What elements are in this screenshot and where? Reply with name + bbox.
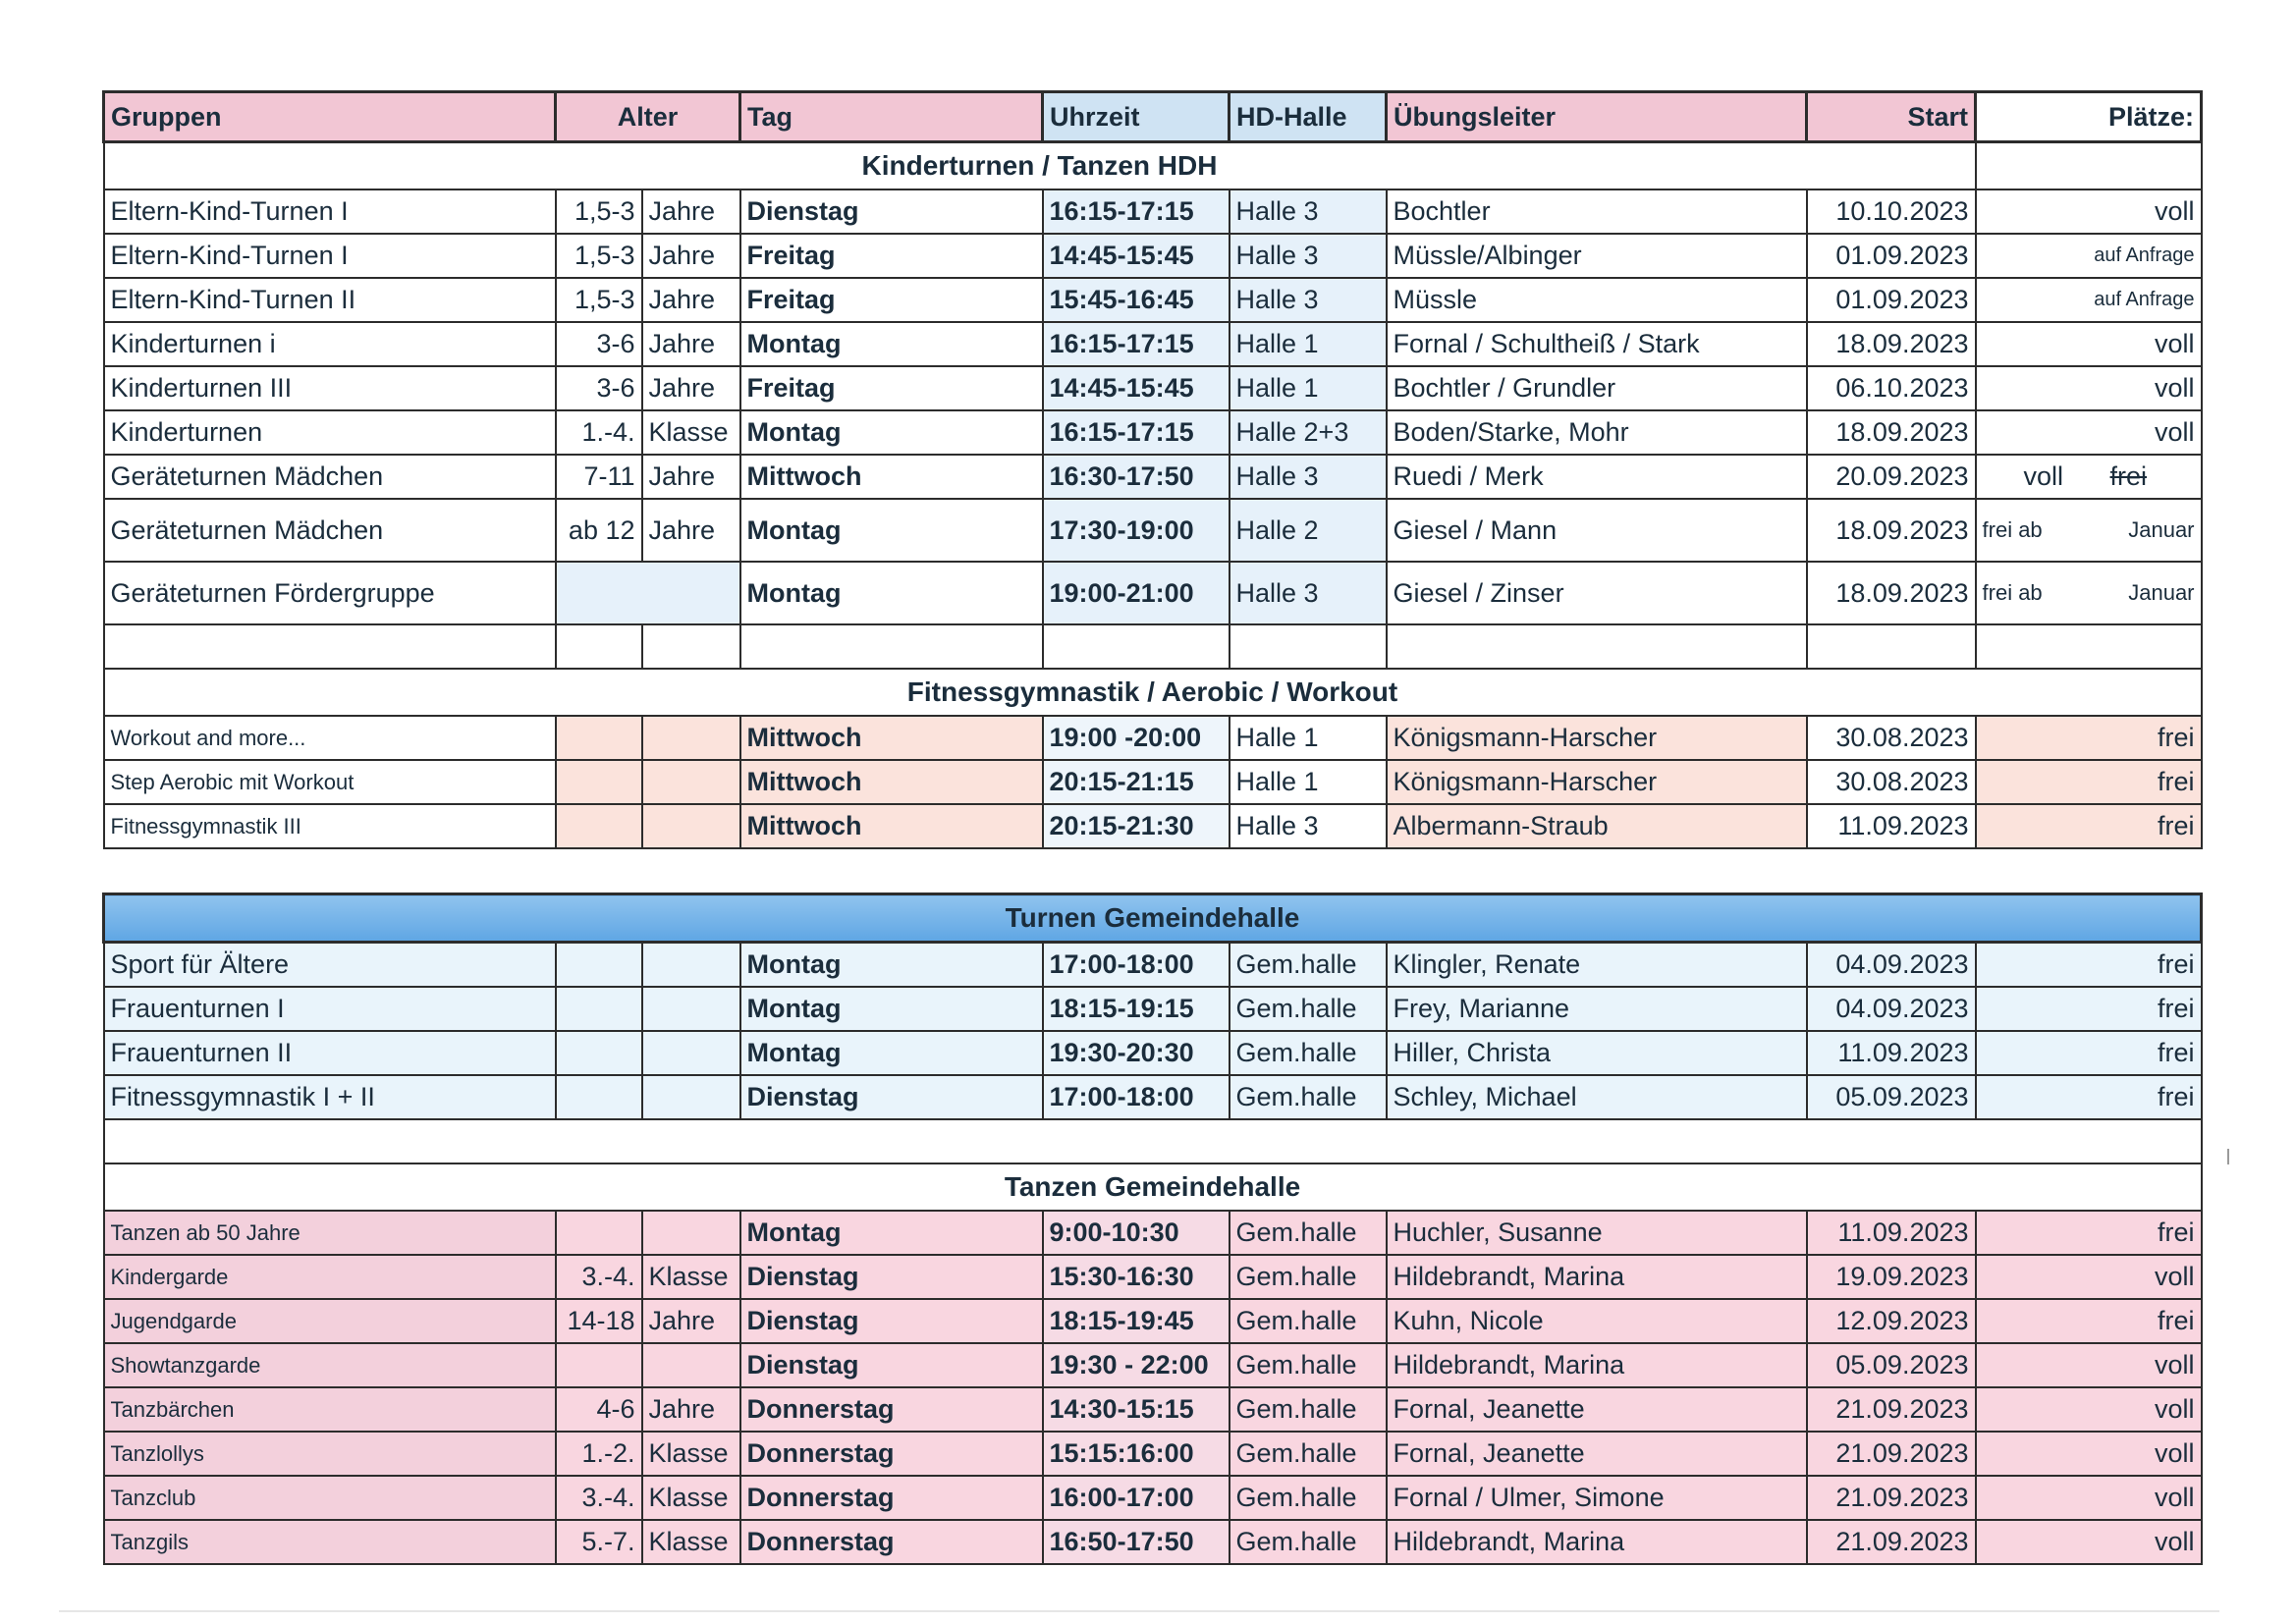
cell-start: 21.09.2023	[1807, 1476, 1976, 1520]
cell-plaetze: voll	[1976, 1476, 2202, 1520]
cell-leiter: Giesel / Mann	[1387, 499, 1807, 562]
cell-leiter: Müssle/Albinger	[1387, 234, 1807, 278]
cell-alter	[556, 943, 642, 988]
cell-alter: 4-6	[556, 1387, 642, 1432]
cell-leiter: Hiller, Christa	[1387, 1031, 1807, 1075]
cell-tag: Montag	[740, 410, 1043, 455]
cell-start: 21.09.2023	[1807, 1432, 1976, 1476]
cell-gruppe: Kinderturnen III	[104, 366, 556, 410]
cell-start: 18.09.2023	[1807, 410, 1976, 455]
table-row	[104, 366, 2202, 410]
plaetze-status: voll	[2023, 461, 2064, 491]
cell-leiter: Königsmann-Harscher	[1387, 716, 1807, 760]
cell-zeit: 20:15-21:30	[1043, 804, 1230, 848]
cell-plaetze: voll	[1976, 1387, 2202, 1432]
cell-tag: Dienstag	[740, 189, 1043, 234]
cell-alter	[556, 1031, 642, 1075]
cell-tag: Montag	[740, 943, 1043, 988]
cell-plaetze: frei	[1976, 987, 2202, 1031]
table-row	[104, 1520, 2202, 1564]
schedule-table	[102, 90, 2203, 1565]
cell-alter: 1,5-3	[556, 189, 642, 234]
cell-plaetze: frei	[1976, 943, 2202, 988]
cell-halle: Gem.halle	[1230, 1432, 1387, 1476]
cell-gruppe: Geräteturnen Mädchen	[104, 499, 556, 562]
cell-plaetze	[1976, 562, 2202, 624]
cell-einheit: Jahre	[642, 455, 740, 499]
cell-tag: Mittwoch	[740, 455, 1043, 499]
page-edge-line	[59, 1610, 2219, 1612]
cell-einheit: Klasse	[642, 1432, 740, 1476]
cell-zeit: 17:30-19:00	[1043, 499, 1230, 562]
section-title: Fitnessgymnastik / Aerobic / Workout	[104, 669, 2202, 716]
cell-einheit: Jahre	[642, 366, 740, 410]
cell-gruppe: Tanzclub	[104, 1476, 556, 1520]
table-row	[104, 804, 2202, 848]
cell-zeit: 9:00-10:30	[1043, 1211, 1230, 1255]
section-kinder	[104, 142, 2202, 190]
cell-start: 05.09.2023	[1807, 1075, 1976, 1119]
section-tanzen	[104, 1163, 2202, 1211]
cell-einheit	[642, 1343, 740, 1387]
cell-gruppe: Geräteturnen Fördergruppe	[104, 562, 556, 624]
cell-tag: Freitag	[740, 278, 1043, 322]
cell-alter: 3.-4.	[556, 1476, 642, 1520]
cell-plaetze: voll	[1976, 1343, 2202, 1387]
tanzen-rows	[104, 1211, 2202, 1564]
cell-tag: Montag	[740, 562, 1043, 624]
cell-einheit	[642, 804, 740, 848]
table-row	[104, 1255, 2202, 1299]
cell-halle: Gem.halle	[1230, 1211, 1387, 1255]
cell-start: 21.09.2023	[1807, 1387, 1976, 1432]
cell-zeit: 18:15-19:45	[1043, 1299, 1230, 1343]
cell-plaetze: frei	[1976, 1075, 2202, 1119]
cell-plaetze: voll	[1976, 1432, 2202, 1476]
cell-alter	[556, 1343, 642, 1387]
cell-gruppe: Tanzen ab 50 Jahre	[104, 1211, 556, 1255]
cell-tag: Freitag	[740, 234, 1043, 278]
cell-alter: 1,5-3	[556, 278, 642, 322]
header-tag: Tag	[740, 92, 1043, 142]
header-leiter: Übungsleiter	[1387, 92, 1807, 142]
cell-leiter: Huchler, Susanne	[1387, 1211, 1807, 1255]
cell-alter: 1.-4.	[556, 410, 642, 455]
cell-alter	[556, 987, 642, 1031]
cell-leiter: Fornal, Jeanette	[1387, 1387, 1807, 1432]
cell-zeit: 16:50-17:50	[1043, 1520, 1230, 1564]
table-row	[104, 760, 2202, 804]
fitness-rows	[104, 716, 2202, 848]
table-row	[104, 499, 2202, 562]
cell-halle: Gem.halle	[1230, 1031, 1387, 1075]
cell-alter: 1,5-3	[556, 234, 642, 278]
cell-halle: Halle 1	[1230, 322, 1387, 366]
cell-alter	[556, 804, 642, 848]
cell-leiter: Kuhn, Nicole	[1387, 1299, 1807, 1343]
cell-einheit: Klasse	[642, 1255, 740, 1299]
cell-tag: Dienstag	[740, 1255, 1043, 1299]
cell-tag: Montag	[740, 1031, 1043, 1075]
cell-halle: Halle 3	[1230, 804, 1387, 848]
cell-zeit: 19:00 -20:00	[1043, 716, 1230, 760]
cell-gruppe: Fitnessgymnastik III	[104, 804, 556, 848]
cell-plaetze: auf Anfrage	[1976, 234, 2202, 278]
cell-alter	[556, 1075, 642, 1119]
cell-tag: Montag	[740, 499, 1043, 562]
cell-einheit: Klasse	[642, 1520, 740, 1564]
cell-zeit: 19:30 - 22:00	[1043, 1343, 1230, 1387]
cell-plaetze: voll	[1976, 410, 2202, 455]
table-row	[104, 455, 2202, 499]
cell-leiter: Schley, Michael	[1387, 1075, 1807, 1119]
cell-einheit: Jahre	[642, 322, 740, 366]
cell-plaetze: voll	[1976, 189, 2202, 234]
cell-plaetze: voll	[1976, 1520, 2202, 1564]
cell-tag: Donnerstag	[740, 1387, 1043, 1432]
cell-zeit: 16:15-17:15	[1043, 410, 1230, 455]
plaetze-b: Januar	[2128, 580, 2195, 605]
cell-alter: 1.-2.	[556, 1432, 642, 1476]
cell-gruppe: Showtanzgarde	[104, 1343, 556, 1387]
cell-zeit: 15:15:16:00	[1043, 1432, 1230, 1476]
cell-tag: Freitag	[740, 366, 1043, 410]
cell-leiter: Königsmann-Harscher	[1387, 760, 1807, 804]
cell-leiter: Frey, Marianne	[1387, 987, 1807, 1031]
cell-halle: Halle 1	[1230, 366, 1387, 410]
cell-einheit: Jahre	[642, 499, 740, 562]
cell-leiter: Bochtler / Grundler	[1387, 366, 1807, 410]
cell-halle: Halle 3	[1230, 562, 1387, 624]
cell-leiter: Klingler, Renate	[1387, 943, 1807, 988]
cell-leiter: Albermann-Straub	[1387, 804, 1807, 848]
table-row	[104, 562, 2202, 624]
table-row	[104, 1075, 2202, 1119]
cell-halle: Gem.halle	[1230, 1255, 1387, 1299]
cell-einheit: Jahre	[642, 189, 740, 234]
cell-alter: 3.-4.	[556, 1255, 642, 1299]
cell-leiter: Hildebrandt, Marina	[1387, 1255, 1807, 1299]
cell-einheit: Jahre	[642, 1387, 740, 1432]
cell-plaetze: frei	[1976, 1031, 2202, 1075]
cell-start: 19.09.2023	[1807, 1255, 1976, 1299]
cell-start: 04.09.2023	[1807, 987, 1976, 1031]
cell-leiter: Fornal / Ulmer, Simone	[1387, 1476, 1807, 1520]
section-title: Kinderturnen / Tanzen HDH	[104, 142, 1976, 190]
cell-alter: 14-18	[556, 1299, 642, 1343]
cell-halle: Gem.halle	[1230, 1075, 1387, 1119]
cell-halle: Gem.halle	[1230, 943, 1387, 988]
cell-gruppe: Jugendgarde	[104, 1299, 556, 1343]
cell-gruppe: Tanzbärchen	[104, 1387, 556, 1432]
cell-zeit: 16:15-17:15	[1043, 322, 1230, 366]
cell-halle: Gem.halle	[1230, 1343, 1387, 1387]
cell-plaetze	[1976, 455, 2202, 499]
section-gemeinde	[104, 894, 2202, 943]
cell-start: 04.09.2023	[1807, 943, 1976, 988]
cell-gruppe: Tanzgils	[104, 1520, 556, 1564]
cell-leiter: Müssle	[1387, 278, 1807, 322]
table-row	[104, 1211, 2202, 1255]
cell-start: 01.09.2023	[1807, 234, 1976, 278]
cell-alter: 5.-7.	[556, 1520, 642, 1564]
plaetze-struck: frei	[2109, 461, 2148, 491]
cell-leiter: Hildebrandt, Marina	[1387, 1343, 1807, 1387]
cell-plaetze: frei	[1976, 760, 2202, 804]
cell-alter: 7-11	[556, 455, 642, 499]
cell-start: 21.09.2023	[1807, 1520, 1976, 1564]
cell-zeit: 19:30-20:30	[1043, 1031, 1230, 1075]
cell-einheit	[642, 943, 740, 988]
cell-alter	[556, 716, 642, 760]
cell-gruppe: Frauenturnen I	[104, 987, 556, 1031]
cell-gruppe: Kinderturnen	[104, 410, 556, 455]
plaetze-a: frei ab	[1982, 517, 2043, 542]
cell-einheit: Klasse	[642, 410, 740, 455]
table-row	[104, 987, 2202, 1031]
header-halle: HD-Halle	[1230, 92, 1387, 142]
cell-start: 11.09.2023	[1807, 804, 1976, 848]
plaetze-a: frei ab	[1982, 580, 2043, 605]
cell-tag: Montag	[740, 987, 1043, 1031]
cell-zeit: 15:45-16:45	[1043, 278, 1230, 322]
cell-plaetze: frei	[1976, 1211, 2202, 1255]
cell-zeit: 14:45-15:45	[1043, 366, 1230, 410]
cell-start: 20.09.2023	[1807, 455, 1976, 499]
cell-gruppe: Eltern-Kind-Turnen I	[104, 234, 556, 278]
cell-zeit: 19:00-21:00	[1043, 562, 1230, 624]
cell-start: 01.09.2023	[1807, 278, 1976, 322]
cell-zeit: 16:15-17:15	[1043, 189, 1230, 234]
cell-tag: Mittwoch	[740, 716, 1043, 760]
cell-start: 18.09.2023	[1807, 322, 1976, 366]
cell-halle: Halle 1	[1230, 716, 1387, 760]
kinder-rows	[104, 189, 2202, 455]
cell-tag: Donnerstag	[740, 1476, 1043, 1520]
table-row	[104, 943, 2202, 988]
cell-halle: Gem.halle	[1230, 987, 1387, 1031]
cell-plaetze: frei	[1976, 804, 2202, 848]
cell-gruppe: Fitnessgymnastik I + II	[104, 1075, 556, 1119]
header-plaetze: Plätze:	[1976, 92, 2202, 142]
cell-tag: Donnerstag	[740, 1432, 1043, 1476]
cell-gruppe: Eltern-Kind-Turnen I	[104, 189, 556, 234]
cell-alter	[556, 562, 740, 624]
table-row	[104, 189, 2202, 234]
cell-gruppe: Tanzlollys	[104, 1432, 556, 1476]
cell-zeit: 16:00-17:00	[1043, 1476, 1230, 1520]
cell-start: 30.08.2023	[1807, 760, 1976, 804]
cell-tag: Dienstag	[740, 1343, 1043, 1387]
table-row	[104, 716, 2202, 760]
table-row	[104, 1343, 2202, 1387]
cell-start: 11.09.2023	[1807, 1031, 1976, 1075]
cell-einheit: Klasse	[642, 1476, 740, 1520]
cell-zeit: 15:30-16:30	[1043, 1255, 1230, 1299]
cell-plaetze: frei	[1976, 1299, 2202, 1343]
cell-gruppe: Step Aerobic mit Workout	[104, 760, 556, 804]
gemeinde-rows	[104, 943, 2202, 1120]
cell-leiter: Fornal, Jeanette	[1387, 1432, 1807, 1476]
cell-tag: Montag	[740, 322, 1043, 366]
cell-start: 11.09.2023	[1807, 1211, 1976, 1255]
cell-plaetze: voll	[1976, 366, 2202, 410]
cell-alter	[556, 1211, 642, 1255]
cell-halle: Gem.halle	[1230, 1387, 1387, 1432]
section-title: Tanzen Gemeindehalle	[104, 1163, 2202, 1211]
table-row	[104, 410, 2202, 455]
header-uhrzeit: Uhrzeit	[1043, 92, 1230, 142]
plaetze-b: Januar	[2128, 517, 2195, 542]
table-row	[104, 278, 2202, 322]
cell-leiter: Fornal / Schultheiß / Stark	[1387, 322, 1807, 366]
cell-leiter: Hildebrandt, Marina	[1387, 1520, 1807, 1564]
cell-zeit: 18:15-19:15	[1043, 987, 1230, 1031]
cell-einheit: Jahre	[642, 1299, 740, 1343]
scan-mark	[2227, 1149, 2229, 1164]
cell-plaetze: frei	[1976, 716, 2202, 760]
cell-tag: Donnerstag	[740, 1520, 1043, 1564]
cell-tag: Dienstag	[740, 1075, 1043, 1119]
cell-start: 05.09.2023	[1807, 1343, 1976, 1387]
cell-gruppe: Eltern-Kind-Turnen II	[104, 278, 556, 322]
cell-zeit: 14:30-15:15	[1043, 1387, 1230, 1432]
cell-start: 10.10.2023	[1807, 189, 1976, 234]
table-row	[104, 1299, 2202, 1343]
table-row	[104, 1432, 2202, 1476]
cell-alter: 3-6	[556, 322, 642, 366]
cell-einheit	[642, 716, 740, 760]
cell-leiter: Bochtler	[1387, 189, 1807, 234]
cell-start: 18.09.2023	[1807, 562, 1976, 624]
cell-halle: Halle 1	[1230, 760, 1387, 804]
cell-zeit: 17:00-18:00	[1043, 943, 1230, 988]
empty-row	[104, 624, 2202, 669]
cell-plaetze	[1976, 499, 2202, 562]
cell-leiter: Ruedi / Merk	[1387, 455, 1807, 499]
header-start: Start	[1807, 92, 1976, 142]
cell-alter	[556, 760, 642, 804]
cell-einheit	[642, 1031, 740, 1075]
table-row	[104, 1476, 2202, 1520]
cell-zeit: 20:15-21:15	[1043, 760, 1230, 804]
cell-gruppe: Sport für Ältere	[104, 943, 556, 988]
cell-gruppe: Workout and more...	[104, 716, 556, 760]
cell-einheit: Jahre	[642, 278, 740, 322]
section-title: Turnen Gemeindehalle	[104, 894, 2202, 943]
cell-leiter: Giesel / Zinser	[1387, 562, 1807, 624]
cell-einheit	[642, 987, 740, 1031]
section-fitness	[104, 669, 2202, 716]
header-alter: Alter	[556, 92, 740, 142]
table-row	[104, 1031, 2202, 1075]
table-row	[104, 1387, 2202, 1432]
table-row	[104, 234, 2202, 278]
cell-plaetze: voll	[1976, 322, 2202, 366]
cell-halle: Halle 3	[1230, 455, 1387, 499]
cell-start: 18.09.2023	[1807, 499, 1976, 562]
cell-tag: Dienstag	[740, 1299, 1043, 1343]
cell-einheit	[642, 1075, 740, 1119]
cell-start: 06.10.2023	[1807, 366, 1976, 410]
table-row	[104, 322, 2202, 366]
cell-plaetze: auf Anfrage	[1976, 278, 2202, 322]
cell-zeit: 17:00-18:00	[1043, 1075, 1230, 1119]
cell-zeit: 14:45-15:45	[1043, 234, 1230, 278]
cell-halle: Halle 2	[1230, 499, 1387, 562]
cell-einheit	[642, 760, 740, 804]
cell-plaetze: voll	[1976, 1255, 2202, 1299]
cell-zeit: 16:30-17:50	[1043, 455, 1230, 499]
cell-gruppe: Frauenturnen II	[104, 1031, 556, 1075]
cell-alter: ab 12	[556, 499, 642, 562]
cell-einheit: Jahre	[642, 234, 740, 278]
cell-halle: Halle 2+3	[1230, 410, 1387, 455]
header-row	[104, 92, 2202, 142]
cell-tag: Mittwoch	[740, 804, 1043, 848]
cell-alter: 3-6	[556, 366, 642, 410]
cell-gruppe: Kinderturnen i	[104, 322, 556, 366]
cell-halle: Halle 3	[1230, 278, 1387, 322]
cell-einheit	[642, 1211, 740, 1255]
cell-start: 12.09.2023	[1807, 1299, 1976, 1343]
cell-halle: Halle 3	[1230, 189, 1387, 234]
cell-halle: Gem.halle	[1230, 1520, 1387, 1564]
cell-tag: Mittwoch	[740, 760, 1043, 804]
table-gap	[104, 848, 2202, 894]
cell-gruppe: Kindergarde	[104, 1255, 556, 1299]
cell-leiter: Boden/Starke, Mohr	[1387, 410, 1807, 455]
cell-tag: Montag	[740, 1211, 1043, 1255]
schedule-sheet	[102, 90, 2200, 1565]
section-blank	[1976, 142, 2202, 190]
cell-halle: Gem.halle	[1230, 1476, 1387, 1520]
cell-halle: Halle 3	[1230, 234, 1387, 278]
cell-gruppe: Geräteturnen Mädchen	[104, 455, 556, 499]
header-gruppen: Gruppen	[104, 92, 556, 142]
empty-row	[104, 1119, 2202, 1163]
cell-halle: Gem.halle	[1230, 1299, 1387, 1343]
cell-start: 30.08.2023	[1807, 716, 1976, 760]
